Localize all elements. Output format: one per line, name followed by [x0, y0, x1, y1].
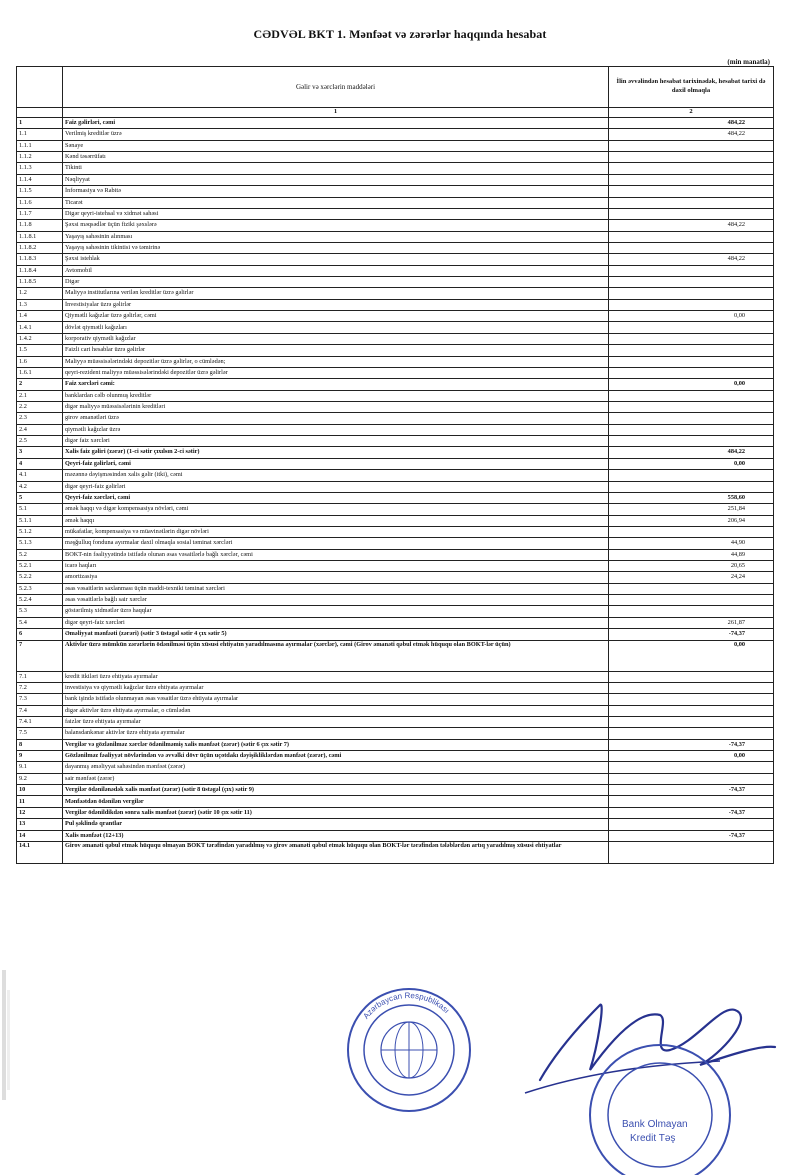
row-label-cell: Yaşayış sahəsinin tikintisi və təmirinə: [63, 242, 609, 253]
row-number-cell: 1.1.2: [17, 152, 63, 163]
row-value-cell: [609, 595, 774, 606]
row-value-cell: [609, 796, 774, 807]
row-label-cell: məzənnə dəyişməsindən xalis gəlir (itki), cəmi: [63, 470, 609, 481]
row-value-cell: [609, 694, 774, 705]
row-value-cell: 484,22: [609, 129, 774, 140]
row-label-cell: digər qeyri-faiz xərcləri: [63, 617, 609, 628]
row-number-cell: 7.3: [17, 694, 63, 705]
row-value-cell: 0,00: [609, 458, 774, 469]
table-row: [17, 640, 774, 671]
row-label-cell: Faiz gəlirləri, cəmi: [63, 118, 609, 129]
company-stamp: [570, 1035, 750, 1175]
table-row: [17, 773, 774, 784]
row-number-cell: 1: [17, 118, 63, 129]
row-number-cell: 2.5: [17, 436, 63, 447]
row-label-cell: digər aktivlər üzrə ehtiyata ayırmalar, o cümlədən: [63, 705, 609, 716]
row-label-cell: digər qeyri-faiz gəlirləri: [63, 481, 609, 492]
row-number-cell: 1.4.2: [17, 333, 63, 344]
row-value-cell: 24,24: [609, 572, 774, 583]
row-label-cell: balansdankənar aktivlər üzrə ehtiyata ayırmalar: [63, 728, 609, 739]
row-value-cell: [609, 470, 774, 481]
row-value-cell: 20,65: [609, 561, 774, 572]
row-label-cell: digər maliyyə müəssisələrinin kreditləri: [63, 401, 609, 412]
table-row: [17, 311, 774, 322]
row-label-cell: digər faiz xərcləri: [63, 436, 609, 447]
row-label-cell: faizlər üzrə ehtiyata ayırmalar: [63, 716, 609, 727]
row-value-cell: [609, 140, 774, 151]
row-value-cell: [609, 174, 774, 185]
row-number-cell: 2: [17, 379, 63, 390]
row-value-cell: [609, 705, 774, 716]
row-label-cell: Faizli cari hesablar üzrə gəlirlər: [63, 345, 609, 356]
row-value-cell: -74,37: [609, 807, 774, 818]
row-value-cell: [609, 841, 774, 863]
row-value-cell: [609, 322, 774, 333]
row-value-cell: [609, 163, 774, 174]
table-row: [17, 379, 774, 390]
row-value-cell: [609, 773, 774, 784]
table-row: [17, 807, 774, 818]
row-value-cell: 484,22: [609, 220, 774, 231]
row-label-cell: məşğulluq fonduna ayırmalar daxil olmaqla sosial təminat xərcləri: [63, 538, 609, 549]
row-number-cell: 1.4: [17, 311, 63, 322]
header-empty-cell: [17, 67, 63, 108]
row-value-cell: [609, 242, 774, 253]
table-row: [17, 254, 774, 265]
row-number-cell: 14.1: [17, 841, 63, 863]
row-value-cell: 261,87: [609, 617, 774, 628]
column-number-row: [17, 108, 774, 118]
table-row: [17, 682, 774, 693]
row-number-cell: 1.1.8.1: [17, 231, 63, 242]
row-label-cell: Şəxsi məqsədlər üçün fiziki şəxslərə: [63, 220, 609, 231]
row-number-cell: 5.2.2: [17, 572, 63, 583]
row-value-cell: -74,37: [609, 830, 774, 841]
table-row: [17, 447, 774, 458]
table-row: [17, 424, 774, 435]
table-row: [17, 671, 774, 682]
row-label-cell: amortizasiya: [63, 572, 609, 583]
row-label-cell: Pul şəklində qrantlar: [63, 819, 609, 830]
row-number-cell: 4.1: [17, 470, 63, 481]
row-value-cell: [609, 762, 774, 773]
row-number-cell: 1.6: [17, 356, 63, 367]
table-row: [17, 785, 774, 796]
row-number-cell: 5.3: [17, 606, 63, 617]
row-value-cell: [609, 345, 774, 356]
row-label-cell: əsas vəsaitlərlə bağlı sair xərclər: [63, 595, 609, 606]
row-label-cell: Qeyri-faiz gəlirləri, cəmi: [63, 458, 609, 469]
row-label-cell: Digər: [63, 277, 609, 288]
row-value-cell: [609, 186, 774, 197]
svg-text:Azərbaycan Respublikası: Azərbaycan Respublikası: [361, 990, 452, 1021]
table-row: [17, 277, 774, 288]
row-value-cell: [609, 401, 774, 412]
row-label-cell: Digər qeyri-istehsal və xidmət sahəsi: [63, 208, 609, 219]
table-row: [17, 458, 774, 469]
row-label-cell: İnvestisiyalar üzrə gəlirlər: [63, 299, 609, 310]
row-number-cell: 2.1: [17, 390, 63, 401]
row-value-cell: [609, 197, 774, 208]
row-number-cell: 5.2.3: [17, 583, 63, 594]
table-row: [17, 705, 774, 716]
table-row: [17, 174, 774, 185]
row-number-cell: 5.1.2: [17, 526, 63, 537]
row-number-cell: 14: [17, 830, 63, 841]
row-label-cell: Şəxsi istehlak: [63, 254, 609, 265]
row-label-cell: dayanmış əməliyyat sahəsindən mənfəət (zərər): [63, 762, 609, 773]
row-number-cell: 1.1.4: [17, 174, 63, 185]
row-value-cell: [609, 265, 774, 276]
table-row: [17, 390, 774, 401]
row-number-cell: 5.4: [17, 617, 63, 628]
row-number-cell: 1.1.6: [17, 197, 63, 208]
row-number-cell: 5.2.4: [17, 595, 63, 606]
table-row: [17, 819, 774, 830]
row-value-cell: [609, 526, 774, 537]
row-number-cell: 1.6.1: [17, 367, 63, 378]
row-value-cell: [609, 390, 774, 401]
row-number-cell: 1.1.8.3: [17, 254, 63, 265]
table-row: [17, 830, 774, 841]
row-number-cell: 9: [17, 751, 63, 762]
table-row: [17, 572, 774, 583]
table-row: [17, 197, 774, 208]
row-number-cell: 7.1: [17, 671, 63, 682]
table-row: [17, 492, 774, 503]
row-value-cell: -74,37: [609, 739, 774, 750]
row-number-cell: 1.1.1: [17, 140, 63, 151]
row-number-cell: 5.2: [17, 549, 63, 560]
row-number-cell: 7.4: [17, 705, 63, 716]
table-row: [17, 129, 774, 140]
row-number-cell: 10: [17, 785, 63, 796]
row-number-cell: 5.1.3: [17, 538, 63, 549]
row-number-cell: 12: [17, 807, 63, 818]
table-row: [17, 186, 774, 197]
table-row: [17, 231, 774, 242]
row-label-cell: əsas vəsaitlərin saxlanması üçün maddi-texniki təminat xərcləri: [63, 583, 609, 594]
row-number-cell: 1.5: [17, 345, 63, 356]
row-value-cell: 558,60: [609, 492, 774, 503]
row-label-cell: Tikinti: [63, 163, 609, 174]
table-row: [17, 401, 774, 412]
row-number-cell: 5.1.1: [17, 515, 63, 526]
table-row: [17, 118, 774, 129]
row-number-cell: 1.4.1: [17, 322, 63, 333]
table-row: [17, 617, 774, 628]
row-number-cell: 1.1.5: [17, 186, 63, 197]
colnum-2: 2: [609, 108, 774, 118]
row-value-cell: 484,22: [609, 118, 774, 129]
row-number-cell: 1.1.3: [17, 163, 63, 174]
row-number-cell: 1.1.7: [17, 208, 63, 219]
row-label-cell: Nəqliyyat: [63, 174, 609, 185]
row-value-cell: [609, 208, 774, 219]
row-number-cell: 2.4: [17, 424, 63, 435]
row-value-cell: [609, 299, 774, 310]
page-title: CƏDVƏL BKT 1. Mənfəət və zərərlər haqqında hesabat: [253, 27, 547, 41]
row-number-cell: 1.1: [17, 129, 63, 140]
row-number-cell: 2.3: [17, 413, 63, 424]
table-row: [17, 299, 774, 310]
row-value-cell: 44,90: [609, 538, 774, 549]
table-row: [17, 549, 774, 560]
row-number-cell: 1.3: [17, 299, 63, 310]
table-row: [17, 728, 774, 739]
row-value-cell: [609, 819, 774, 830]
row-label-cell: BOKT-nin fəaliyyətində istifadə olunan əsas vəsaitlərlə bağlı xərclər, cəmi: [63, 549, 609, 560]
row-value-cell: [609, 481, 774, 492]
row-label-cell: Kənd təsərrüfatı: [63, 152, 609, 163]
table-row: [17, 413, 774, 424]
row-number-cell: 5: [17, 492, 63, 503]
row-label-cell: korporativ qiymətli kağızlar: [63, 333, 609, 344]
row-label-cell: Gözlənilməz fəaliyyət növlərindən və əvvəlki dövr üçün uçotdakı dəyişikliklərdən mənfəət (zərər), cəmi: [63, 751, 609, 762]
table-row: [17, 841, 774, 863]
row-value-cell: -74,37: [609, 629, 774, 640]
table-row: [17, 751, 774, 762]
row-label-cell: əmək haqqı: [63, 515, 609, 526]
row-label-cell: Girov əmanəti qəbul etmək hüququ olmayan BOKT tərəfindən yaradılmış və girov əmanəti qəbul etmək hüququ olan BOKT-lər tərəfindən tələblərdən artıq yaradılmış xüsusi ehtiyatlar: [63, 841, 609, 863]
row-label-cell: Xalis faiz gəliri (zərər) (1-ci sətir çıxılsın 2-ci sətir): [63, 447, 609, 458]
row-label-cell: Yaşayış sahəsinin alınması: [63, 231, 609, 242]
row-number-cell: 5.2.1: [17, 561, 63, 572]
row-label-cell: Vergilər və gözlənilməz xərclər ödənilməmiş xalis mənfəət (zərər) (sətir 6 çıx sətir 7): [63, 739, 609, 750]
header-items-cell: Gəlir və xərclərin maddələri: [63, 67, 609, 108]
row-number-cell: 1.1.8.2: [17, 242, 63, 253]
row-number-cell: 7: [17, 640, 63, 671]
table-row: [17, 265, 774, 276]
row-value-cell: 484,22: [609, 254, 774, 265]
header-period-cell: İlin əvvəlindən hesabat tarixinədək, hesabat tarixi də daxil olmaqla: [609, 67, 774, 108]
row-label-cell: dövlət qiymətli kağızları: [63, 322, 609, 333]
row-value-cell: 251,84: [609, 504, 774, 515]
table-row: [17, 220, 774, 231]
table-row: [17, 762, 774, 773]
row-number-cell: 1.1.8.5: [17, 277, 63, 288]
row-value-cell: [609, 436, 774, 447]
row-value-cell: [609, 152, 774, 163]
table-row: [17, 152, 774, 163]
organization-stamp: [345, 986, 473, 1114]
table-row: [17, 629, 774, 640]
row-label-cell: icarə haqları: [63, 561, 609, 572]
row-value-cell: [609, 288, 774, 299]
row-label-cell: Qeyri-faiz xərcləri, cəmi: [63, 492, 609, 503]
table-row: [17, 481, 774, 492]
row-label-cell: Vergilər ödənilənədək xalis mənfəət (zərər) (sətir 8 üstəgəl (çıx) sətir 9): [63, 785, 609, 796]
table-row: [17, 716, 774, 727]
row-number-cell: 9.1: [17, 762, 63, 773]
row-label-cell: Sənaye: [63, 140, 609, 151]
row-label-cell: Əməliyyat mənfəəti (zərəri) (sətir 3 üstəgəl sətir 4 çıx sətir 5): [63, 629, 609, 640]
row-number-cell: 9.2: [17, 773, 63, 784]
row-label-cell: bank işində istifadə olunmayan əsas vəsaitlər üzrə ehtiyata ayırmalar: [63, 694, 609, 705]
table-row: [17, 595, 774, 606]
row-label-cell: İnformasiya və Rabitə: [63, 186, 609, 197]
colnum-empty-cell: [17, 108, 63, 118]
row-label-cell: Qiymətli kağızlar üzrə gəlirlər, cəmi: [63, 311, 609, 322]
table-row: [17, 694, 774, 705]
row-number-cell: 1.1.8: [17, 220, 63, 231]
table-row: [17, 242, 774, 253]
row-label-cell: sair mənfəət (zərər): [63, 773, 609, 784]
row-number-cell: 1.1.8.4: [17, 265, 63, 276]
table-row: [17, 583, 774, 594]
table-row: [17, 436, 774, 447]
row-number-cell: 4: [17, 458, 63, 469]
row-label-cell: Aktivlər üzrə mümkün zərərlərin ödənilməsi üçün xüsusi ehtiyatın yaradılmasına ayırmalar (xərclər), cəmi (Girov əmanəti qəbul etmək hüququ olan BOKT-lər üçün): [63, 640, 609, 671]
row-value-cell: [609, 356, 774, 367]
table-row: [17, 561, 774, 572]
row-label-cell: Faiz xərcləri cəmi:: [63, 379, 609, 390]
row-number-cell: 8: [17, 739, 63, 750]
row-label-cell: kredit itkiləri üzrə ehtiyata ayırmalar: [63, 671, 609, 682]
row-label-cell: Xalis mənfəət (12+13): [63, 830, 609, 841]
table-row: [17, 526, 774, 537]
row-value-cell: [609, 671, 774, 682]
svg-text:Bank Olmayan: Bank Olmayan: [622, 1119, 688, 1130]
row-label-cell: qeyri-rezident maliyyə müəssisələrindəki depozitlər üzrə gəlirlər: [63, 367, 609, 378]
row-number-cell: 3: [17, 447, 63, 458]
table-row: [17, 796, 774, 807]
row-label-cell: Mənfəətdən ödənilən vergilər: [63, 796, 609, 807]
row-number-cell: 5.1: [17, 504, 63, 515]
table-row: [17, 356, 774, 367]
row-value-cell: 484,22: [609, 447, 774, 458]
row-label-cell: Maliyyə institutlarına verilən kreditlər üzrə gəlirlər: [63, 288, 609, 299]
row-number-cell: 1.2: [17, 288, 63, 299]
row-label-cell: Ticarət: [63, 197, 609, 208]
table-row: [17, 208, 774, 219]
row-value-cell: [609, 424, 774, 435]
unit-label: (min manatla): [727, 58, 770, 66]
row-label-cell: əmək haqqı və digər kompensasiya növləri, cəmi: [63, 504, 609, 515]
table-row: [17, 140, 774, 151]
row-value-cell: [609, 606, 774, 617]
row-number-cell: 7.5: [17, 728, 63, 739]
table-row: [17, 333, 774, 344]
table-row: [17, 163, 774, 174]
row-label-cell: banklardan cəlb olunmuş kreditlər: [63, 390, 609, 401]
row-label-cell: mükafatlar, kompensasiya və müavinətlərin digər növləri: [63, 526, 609, 537]
table-row: [17, 470, 774, 481]
row-label-cell: qiymətli kağızlar üzrə: [63, 424, 609, 435]
table-row: [17, 515, 774, 526]
row-value-cell: [609, 231, 774, 242]
row-value-cell: 0,00: [609, 640, 774, 671]
row-value-cell: 206,94: [609, 515, 774, 526]
row-value-cell: [609, 333, 774, 344]
row-label-cell: Vergilər ödənildikdən sonra xalis mənfəət (zərər) (sətir 10 çıx sətir 11): [63, 807, 609, 818]
row-label-cell: Verilmiş kreditlər üzrə: [63, 129, 609, 140]
table-row: [17, 345, 774, 356]
row-value-cell: 0,00: [609, 751, 774, 762]
table-row: [17, 538, 774, 549]
table-row: [17, 288, 774, 299]
colnum-1: 1: [63, 108, 609, 118]
table-header-row: [17, 67, 774, 108]
row-label-cell: Avtomobil: [63, 265, 609, 276]
table-row: [17, 367, 774, 378]
table-row: [17, 606, 774, 617]
table-row: [17, 739, 774, 750]
row-value-cell: 0,00: [609, 379, 774, 390]
row-value-cell: [609, 413, 774, 424]
row-number-cell: 11: [17, 796, 63, 807]
row-number-cell: 13: [17, 819, 63, 830]
row-number-cell: 7.4.1: [17, 716, 63, 727]
svg-text:Kredit Təş: Kredit Təş: [630, 1133, 676, 1144]
row-label-cell: girov əmanətləri üzrə: [63, 413, 609, 424]
row-label-cell: Maliyyə müəssisələrindəki depozitlər üzrə gəlirlər, o cümlədən;: [63, 356, 609, 367]
table-row: [17, 322, 774, 333]
row-number-cell: 2.2: [17, 401, 63, 412]
row-value-cell: 0,00: [609, 311, 774, 322]
row-number-cell: 6: [17, 629, 63, 640]
row-value-cell: [609, 277, 774, 288]
row-value-cell: [609, 367, 774, 378]
row-value-cell: [609, 716, 774, 727]
table-row: [17, 504, 774, 515]
scan-edge-marks: [0, 960, 14, 1109]
row-value-cell: [609, 583, 774, 594]
row-value-cell: [609, 682, 774, 693]
income-statement-table: [16, 66, 774, 864]
row-number-cell: 7.2: [17, 682, 63, 693]
row-value-cell: -74,37: [609, 785, 774, 796]
row-value-cell: 44,89: [609, 549, 774, 560]
row-label-cell: investisiya və qiymətli kağızlar üzrə ehtiyata ayırmalar: [63, 682, 609, 693]
row-number-cell: 4.2: [17, 481, 63, 492]
row-value-cell: [609, 728, 774, 739]
row-label-cell: göstərilmiş xidmətlər üzrə haqqlar: [63, 606, 609, 617]
